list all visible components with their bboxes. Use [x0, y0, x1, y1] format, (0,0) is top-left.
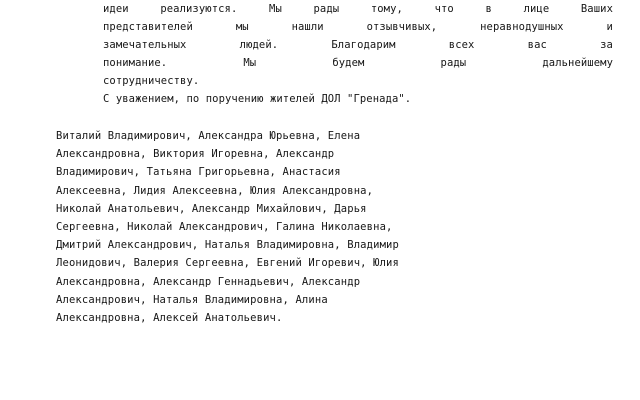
paragraph-line: [103, 18, 613, 36]
signatory-line: Александровна, Александр Геннадьевич, Александр: [56, 275, 361, 288]
word: представителей: [103, 21, 193, 33]
word: замечательных: [103, 39, 187, 51]
paragraph-line: сотрудничеству.: [103, 75, 200, 87]
word: вас: [527, 39, 547, 51]
word: реализуются.: [160, 3, 238, 15]
word: людей.: [239, 39, 279, 51]
word: идеи: [103, 3, 129, 15]
signatory-line: Александровна, Виктория Игоревна, Александр: [56, 148, 335, 161]
closing-paragraph: [103, 0, 613, 108]
word: рады: [313, 3, 340, 15]
word: в: [485, 3, 492, 15]
signatories-block: [56, 127, 586, 327]
word: Мы: [269, 3, 282, 15]
paragraph-line: [103, 54, 613, 72]
signatory-line: Виталий Владимирович, Александра Юрьевна, Елена: [56, 130, 361, 142]
paragraph-line: [103, 0, 613, 18]
word: Благодарим: [331, 39, 396, 51]
signature-line: С уважением, по поручению жителей ДОЛ "Гренада".: [103, 93, 412, 105]
word: неравнодушных: [480, 21, 564, 33]
paragraph-line: [103, 36, 613, 54]
signatory-line: Сергеевна, Николай Александрович, Галина Николаевна,: [56, 221, 393, 234]
word: всех: [448, 39, 475, 51]
word: и: [606, 21, 613, 33]
word: рады: [440, 57, 467, 69]
signatory-line: Владимирович, Татьяна Григорьевна, Анастасия: [56, 166, 341, 179]
word: отзывчивых,: [366, 21, 438, 33]
signatory-line: Леонидович, Валерия Сергеевна, Евгений Игоревич, Юлия: [56, 257, 399, 270]
word: Мы: [243, 57, 257, 69]
signatory-line: Дмитрий Александрович, Наталья Владимировна, Владимир: [56, 239, 399, 252]
word: дальнейшему: [542, 57, 613, 69]
word: тому,: [370, 3, 403, 15]
word: что: [434, 3, 454, 15]
word: будем: [332, 57, 365, 69]
word: Ваших: [580, 3, 613, 15]
signatory-line: Алексеевна, Лидия Алексеевна, Юлия Александровна,: [56, 184, 374, 197]
word: понимание.: [103, 57, 168, 69]
signatory-line: Николай Анатольевич, Александр Михайлович, Дарья: [56, 202, 367, 215]
signatory-line: Александрович, Наталья Владимировна, Алина: [56, 293, 328, 306]
word: нашли: [291, 21, 324, 33]
word: мы: [235, 21, 249, 33]
word: лице: [523, 3, 550, 15]
word: за: [600, 39, 613, 51]
signatory-line: Александровна, Алексей Анатольевич.: [56, 312, 283, 325]
